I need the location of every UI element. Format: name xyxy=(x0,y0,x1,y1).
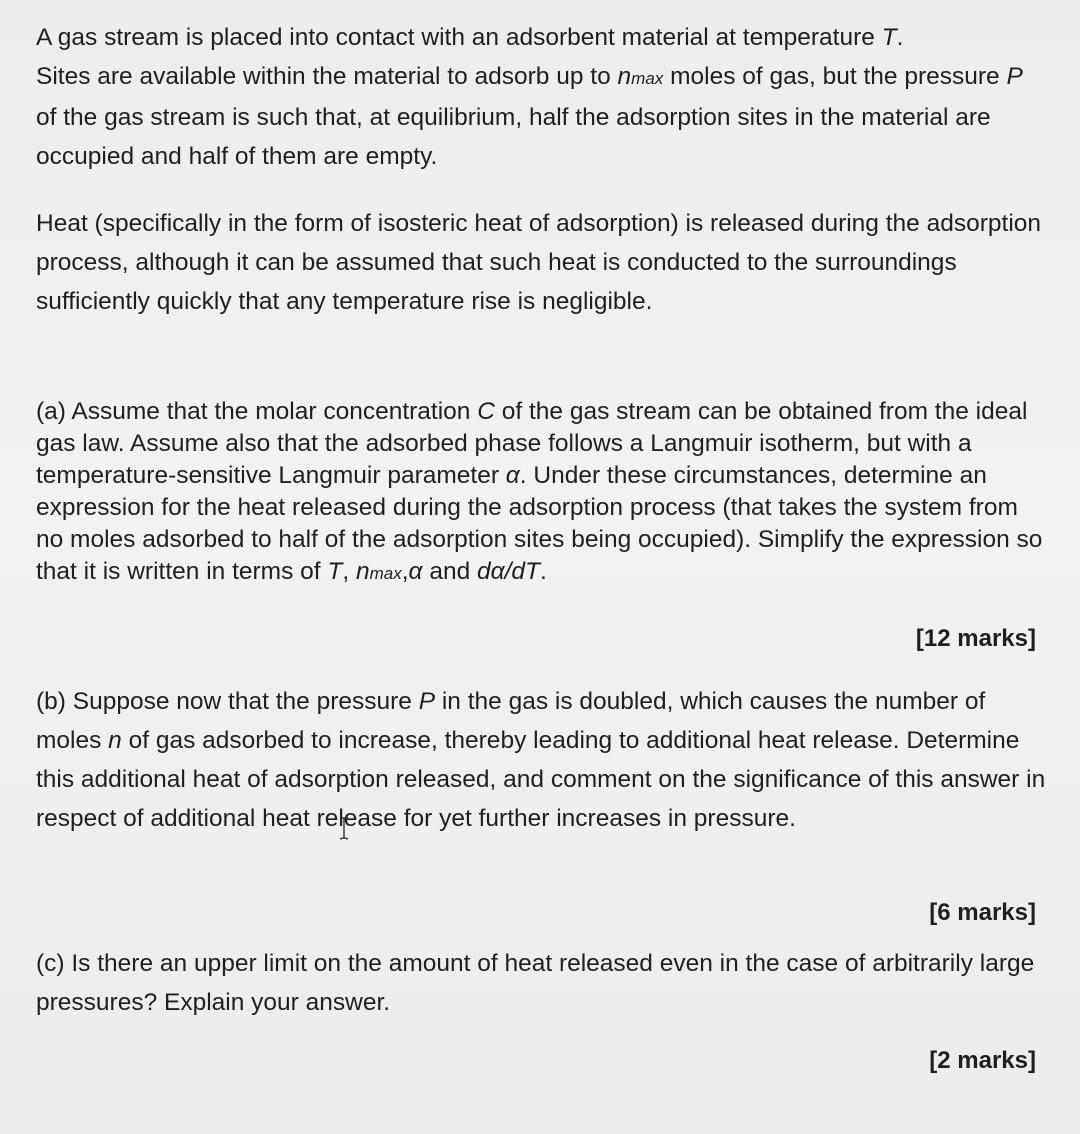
heat-paragraph: Heat (specifically in the form of isosteric heat of adsorption) is released during the adsorption process, although it can be assumed that such heat is conducted to the surroundings sufficiently quickly that any temperature rise is negligible. xyxy=(36,210,1042,315)
text-cursor-icon xyxy=(338,816,350,840)
intro-sentence-1: A gas stream is placed into contact with an adsorbent material at temperature T. xyxy=(36,24,904,51)
part-c-question: (c) Is there an upper limit on the amount of heat released even in the case of arbitrarily large pressures? Explain your answer. xyxy=(36,950,1035,1016)
part-b-marks: [6 marks] xyxy=(929,899,1036,926)
intro-paragraph xyxy=(36,18,1046,176)
part-c-marks: [2 marks] xyxy=(929,1047,1036,1074)
part-a-marks: [12 marks] xyxy=(915,625,1036,652)
part-b-question: (b) Suppose now that the pressure P in the gas is doubled, which causes the number of moles n of gas adsorbed to increase, thereby leading to additional heat release. Determine this additional heat of adsorption released, and comment on the significance of this answer in respect of additional heat release for yet further increases in pressure. xyxy=(36,688,1046,832)
intro-sentence-2: Sites are available within the material to adsorb up to nmax moles of gas, but the pressure P of the gas stream is such that, at equilibrium, half the adsorption sites in the material are occupied and half of them are empty. xyxy=(36,63,1023,170)
part-a-question: (a) Assume that the molar concentration C of the gas stream can be obtained from the ideal gas law. Assume also that the adsorbed phase follows a Langmuir isotherm, but with a temperature-sensitive Langmuir parameter α. Under these circumstances, determine an expression for the heat released during the adsorption process (that takes the system from no moles adsorbed to half of the adsorption sites being occupied). Simplify the expression so that it is written in terms of T, nmax,α and dα/dT. xyxy=(36,398,1043,585)
